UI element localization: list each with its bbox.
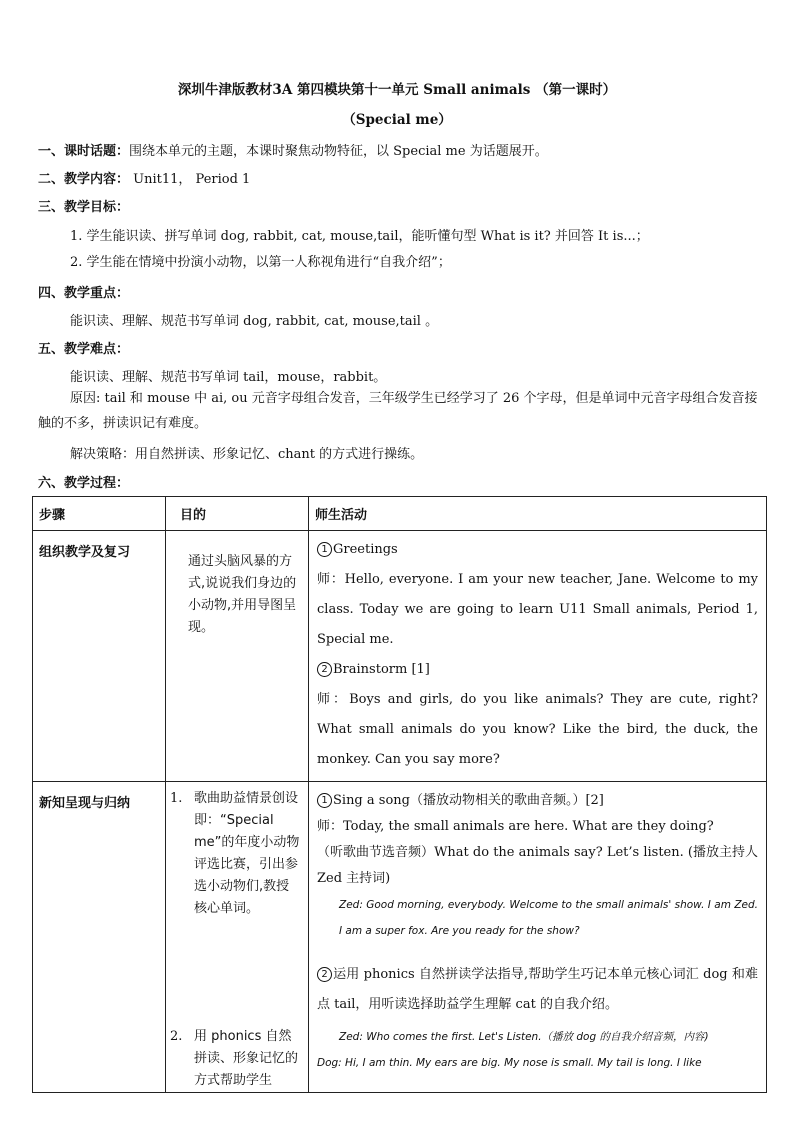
activity-line: Greetings <box>333 542 398 557</box>
document-title: 深圳牛津版教材3A 第四模块第十一单元 Small animals （第一课时） <box>177 82 617 98</box>
header-purpose: 目的 <box>166 497 309 531</box>
dog-script: Dog: Hi, I am thin. My ears are big. My nose is small. My tail is long. I like <box>317 1057 702 1069</box>
activity-line: （听歌曲节选音频）What do the animals say? Let’s listen. (播放主持人 Zed 主持词) <box>317 845 758 886</box>
section-difficulty-label: 五、教学难点： <box>38 342 130 357</box>
circled-number: 1 <box>317 793 332 808</box>
header-step: 步骤 <box>33 497 166 531</box>
circled-number: 1 <box>317 542 332 557</box>
section-focus-label: 四、教学重点： <box>38 286 130 301</box>
header-activity: 师生活动 <box>309 497 767 531</box>
activity-line: 运用 phonics 自然拼读学法指导,帮助学生巧记本单元核心词汇 dog 和难点 tail，用听读选择助益学生理解 cat 的自我介绍。 <box>317 967 758 1012</box>
section-content-label: 二、教学内容： <box>38 172 130 187</box>
goal-item: 2. 学生能在情境中扮演小动物，以第一人称视角进行“自我介绍”； <box>70 255 451 270</box>
activity-cell <box>309 782 767 1093</box>
zed-script: Zed: Who comes the first. Let's Listen.（播放 dog 的自我介绍音频，内容) <box>339 1031 709 1043</box>
step-cell: 组织教学及复习 <box>33 531 166 782</box>
purpose-cell: 通过头脑风暴的方式,说说我们身边的小动物,并用导图呈现。 <box>166 531 309 782</box>
activity-line: Sing a song（播放动物相关的歌曲音频。）[2] <box>333 793 604 808</box>
goal-item: 1. 学生能识读、拼写单词 dog, rabbit, cat, mouse,tail，能听懂句型 What is it? 并回答 It is...； <box>70 229 649 244</box>
section-focus-text: 能识读、理解、规范书写单词 dog, rabbit, cat, mouse,tail 。 <box>70 314 439 329</box>
section-topic <box>38 140 548 159</box>
purpose-item-number: 1. <box>170 791 183 806</box>
document-subtitle: （Special me） <box>342 112 452 128</box>
zed-script: Zed: Good morning, everybody. Welcome to the small animals' show. I am Zed. I am a super fox. Are you ready for the show? <box>339 899 758 937</box>
circled-number: 2 <box>317 662 332 677</box>
step-cell: 新知呈现与归纳 <box>33 782 166 1093</box>
section-difficulty-text: 能识读、理解、规范书写单词 tail，mouse，rabbit。 <box>70 370 387 385</box>
activity-line: 师：Hello, everyone. I am your new teacher, Jane. Welcome to my class. Today we are going to learn U11 Small animals, Period 1, Special me. <box>317 572 758 647</box>
table-header-row <box>33 497 767 531</box>
purpose-item <box>170 788 302 920</box>
purpose-cell <box>166 782 309 1093</box>
section-focus-heading <box>38 282 129 301</box>
purpose-item-text: 歌曲助益情景创设即：“Special me”的年度小动物评选比赛，引出参选小动物们,教授核心单词。 <box>194 791 300 916</box>
difficulty-reason: 原因: tail 和 mouse 中 ai, ou 元音字母组合发音，三年级学生已经学习了 26 个字母，但是单词中元音字母组合发音接触的不多，拼读识记有难度。 <box>38 391 758 431</box>
circled-number: 2 <box>317 967 332 982</box>
purpose-item <box>170 1026 302 1092</box>
difficulty-strategy: 解决策略：用自然拼读、形象记忆、chant 的方式进行操练。 <box>70 447 424 462</box>
activity-line: 师：Boys and girls, do you like animals? They are cute, right? What small animals do you know? Like the bird, the duck, the monkey. Can you say more? <box>317 692 758 767</box>
section-topic-label: 一、课时话题： <box>38 144 130 159</box>
section-process-heading <box>38 472 129 491</box>
activity-line: 师：Today, the small animals are here. What are they doing? <box>317 819 714 834</box>
table-row <box>33 531 767 782</box>
activity-line: Brainstorm [1] <box>333 662 430 677</box>
section-content-text: Unit11， Period 1 <box>129 172 251 187</box>
purpose-item-text: 用 phonics 自然拼读、形象记忆的方式帮助学生 <box>194 1029 299 1088</box>
table-row <box>33 782 767 1093</box>
purpose-item-number: 2. <box>170 1029 183 1044</box>
activity-cell <box>309 531 767 782</box>
section-content <box>38 168 250 187</box>
section-process-label: 六、教学过程： <box>38 476 130 491</box>
section-goals-heading <box>38 196 129 215</box>
section-difficulty-heading <box>38 338 129 357</box>
process-table <box>32 496 767 1093</box>
section-goals-label: 三、教学目标： <box>38 200 130 215</box>
section-topic-text: 围绕本单元的主题，本课时聚焦动物特征，以 Special me 为话题展开。 <box>129 144 548 159</box>
